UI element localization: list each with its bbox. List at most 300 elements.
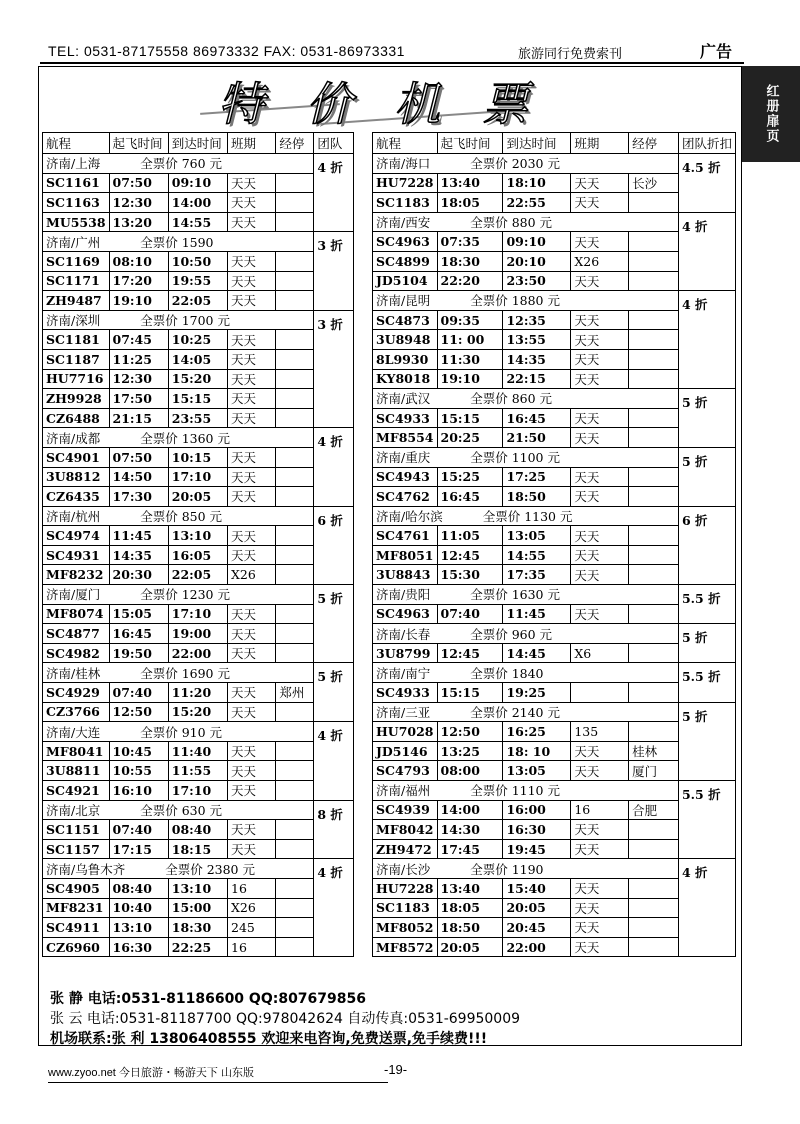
page-title [200, 66, 600, 132]
flight-table-right [372, 132, 736, 957]
stopover [629, 369, 679, 389]
stopover [276, 193, 314, 213]
schedule: 天天 [228, 408, 276, 428]
full-fare: 全票价 860 元 [470, 391, 553, 407]
departure-time: 11:45 [109, 526, 168, 546]
group-discount: 6 折 [314, 506, 354, 584]
header-bar [48, 43, 738, 63]
departure-time: 17:45 [437, 839, 503, 859]
departure-time: 14:50 [109, 467, 168, 487]
stopover [629, 408, 679, 428]
departure-time: 12:45 [437, 545, 503, 565]
stopover: 桂林 [629, 741, 679, 761]
arrival-time: 22:05 [168, 291, 227, 311]
stopover [276, 526, 314, 546]
route-name: 济南/乌鲁木齐 [46, 861, 126, 877]
flight-row [43, 487, 354, 507]
flight-number: SC4933 [373, 683, 438, 703]
route-row [373, 663, 736, 683]
flight-number: MF8042 [373, 820, 438, 840]
flight-number: SC4899 [373, 251, 438, 271]
schedule: 天天 [571, 173, 629, 193]
flight-row [43, 369, 354, 389]
flight-number: 3U8799 [373, 643, 438, 663]
schedule: 天天 [228, 820, 276, 840]
route-cell [373, 859, 679, 879]
departure-time: 16:30 [109, 937, 168, 957]
group-discount: 4 折 [678, 212, 735, 290]
arrival-time: 14:05 [168, 349, 227, 369]
route-row [373, 781, 736, 801]
route-cell [43, 722, 314, 742]
route-cell [43, 585, 314, 605]
stopover [276, 447, 314, 467]
route-row [43, 506, 354, 526]
departure-time: 11: 00 [437, 330, 503, 350]
route-name: 济南/桂林 [46, 665, 101, 681]
flight-number: MU5538 [43, 212, 110, 232]
stopover [629, 467, 679, 487]
footer-site: www.zyoo.net 今日旅游・畅游天下 山东版 [48, 1064, 388, 1083]
arrival-time: 14:35 [503, 349, 571, 369]
full-fare: 全票价 850 元 [140, 508, 223, 524]
stopover [629, 643, 679, 663]
departure-time: 08:10 [109, 251, 168, 271]
arrival-time: 08:40 [168, 820, 227, 840]
flight-number: SC4974 [43, 526, 110, 546]
stopover [276, 643, 314, 663]
route-cell [373, 506, 679, 526]
contact-line-1: 张 静 电话:0531-81186600 QQ:807679856 [50, 991, 366, 1007]
flight-number: 3U8948 [373, 330, 438, 350]
column-header: 班期 [571, 133, 629, 154]
arrival-time: 13:10 [168, 878, 227, 898]
schedule: 天天 [228, 447, 276, 467]
full-fare: 全票价 1690 元 [140, 665, 230, 681]
group-discount: 5 折 [678, 389, 735, 448]
schedule: 天天 [228, 271, 276, 291]
schedule: 天天 [571, 545, 629, 565]
schedule: 天天 [571, 467, 629, 487]
full-fare: 全票价 2380 元 [165, 861, 255, 877]
departure-time: 13:20 [109, 212, 168, 232]
schedule: 天天 [571, 565, 629, 585]
stopover [276, 898, 314, 918]
flight-row [43, 918, 354, 938]
schedule: 天天 [571, 408, 629, 428]
full-fare: 全票价 1630 元 [470, 587, 560, 603]
departure-time: 21:15 [109, 408, 168, 428]
route-cell [43, 859, 314, 879]
flight-row [43, 624, 354, 644]
full-fare: 全票价 960 元 [470, 626, 553, 642]
stopover [276, 820, 314, 840]
table-header [43, 133, 354, 154]
group-discount: 5 折 [678, 624, 735, 663]
stopover [276, 702, 314, 722]
stopover [629, 330, 679, 350]
flight-number: SC4929 [43, 683, 110, 703]
full-fare: 全票价 1190 [470, 861, 544, 877]
flight-row [43, 291, 354, 311]
departure-time: 13:10 [109, 918, 168, 938]
flight-number: SC4921 [43, 781, 110, 801]
group-discount: 4 折 [678, 291, 735, 389]
stopover [629, 918, 679, 938]
arrival-time: 23:55 [168, 408, 227, 428]
stopover [276, 839, 314, 859]
stopover [276, 781, 314, 801]
stopover [629, 937, 679, 957]
route-name: 济南/大连 [46, 724, 101, 740]
flight-number: SC4905 [43, 878, 110, 898]
schedule: 天天 [228, 487, 276, 507]
arrival-time: 20:05 [168, 487, 227, 507]
route-name: 济南/三亚 [376, 704, 431, 720]
departure-time: 16:10 [109, 781, 168, 801]
stopover [276, 467, 314, 487]
flight-row [43, 526, 354, 546]
flight-row [43, 937, 354, 957]
departure-time: 12:50 [109, 702, 168, 722]
departure-time: 13:25 [437, 741, 503, 761]
stopover [629, 545, 679, 565]
flight-number: MF8051 [373, 545, 438, 565]
arrival-time: 18: 10 [503, 741, 571, 761]
route-cell [43, 663, 314, 683]
side-tab: 红册扉页 [742, 66, 800, 162]
departure-time: 19:10 [109, 291, 168, 311]
ad-label: 广告 [700, 42, 733, 61]
schedule: 16 [228, 937, 276, 957]
schedule: X6 [571, 643, 629, 663]
flight-number: JD5146 [373, 741, 438, 761]
departure-time: 07:40 [109, 683, 168, 703]
arrival-time: 19:55 [168, 271, 227, 291]
schedule: 天天 [228, 761, 276, 781]
route-name: 济南/长沙 [376, 861, 431, 877]
group-discount: 6 折 [678, 506, 735, 584]
route-cell [373, 154, 679, 174]
page-number: -19- [384, 1062, 408, 1077]
full-fare: 全票价 1100 元 [470, 450, 560, 466]
schedule: 天天 [571, 330, 629, 350]
flight-number: 3U8811 [43, 761, 110, 781]
group-discount: 4.5 折 [678, 154, 735, 213]
schedule: 天天 [571, 271, 629, 291]
stopover [276, 291, 314, 311]
departure-time: 07:50 [109, 447, 168, 467]
departure-time: 09:35 [437, 310, 503, 330]
column-header: 航程 [43, 133, 110, 154]
arrival-time: 16:05 [168, 545, 227, 565]
stopover [629, 898, 679, 918]
schedule: 天天 [571, 820, 629, 840]
schedule: 天天 [571, 526, 629, 546]
departure-time: 10:40 [109, 898, 168, 918]
arrival-time: 10:15 [168, 447, 227, 467]
stopover [629, 526, 679, 546]
arrival-time: 22:05 [168, 565, 227, 585]
arrival-time: 13:55 [503, 330, 571, 350]
group-discount: 8 折 [314, 800, 354, 859]
departure-time: 18:05 [437, 898, 503, 918]
route-row [43, 154, 354, 174]
stopover [276, 545, 314, 565]
route-name: 济南/南宁 [376, 665, 431, 681]
stopover [629, 722, 679, 742]
arrival-time: 15:00 [168, 898, 227, 918]
departure-time: 15:25 [437, 467, 503, 487]
flight-row [43, 781, 354, 801]
flight-number: SC4793 [373, 761, 438, 781]
flight-row [43, 408, 354, 428]
schedule: X26 [228, 898, 276, 918]
route-row [373, 291, 736, 311]
flight-number: MF8052 [373, 918, 438, 938]
arrival-time: 18:15 [168, 839, 227, 859]
route-name: 济南/重庆 [376, 450, 431, 466]
schedule: 天天 [228, 467, 276, 487]
departure-time: 08:40 [109, 878, 168, 898]
departure-time: 12:30 [109, 193, 168, 213]
flight-number: CZ6435 [43, 487, 110, 507]
flight-number: SC1187 [43, 349, 110, 369]
full-fare: 全票价 910 元 [140, 724, 223, 740]
column-header: 起飞时间 [437, 133, 503, 154]
flight-number: SC1183 [373, 193, 438, 213]
flight-row [43, 761, 354, 781]
flight-number: ZH9472 [373, 839, 438, 859]
flight-number: SC4982 [43, 643, 110, 663]
arrival-time: 18:50 [503, 487, 571, 507]
stopover [276, 271, 314, 291]
flight-row [43, 447, 354, 467]
flight-number: SC1157 [43, 839, 110, 859]
group-discount: 4 折 [314, 154, 354, 232]
stopover: 合肥 [629, 800, 679, 820]
contact-line-3: 机场联系:张 利 13806408555 欢迎来电咨询,免费送票,免手续费!!! [50, 1031, 488, 1047]
route-row [373, 585, 736, 605]
flight-row [43, 173, 354, 193]
contact-line-2: 张 云 电话:0531-81187700 QQ:978042624 自动传真:0531-69950009 [50, 1011, 521, 1027]
departure-time: 10:45 [109, 741, 168, 761]
arrival-time: 14:00 [168, 193, 227, 213]
schedule: 天天 [571, 369, 629, 389]
departure-time: 11:30 [437, 349, 503, 369]
arrival-time: 23:50 [503, 271, 571, 291]
schedule: 天天 [228, 212, 276, 232]
flight-number: CZ6960 [43, 937, 110, 957]
flight-number: SC1151 [43, 820, 110, 840]
route-cell [373, 212, 679, 232]
arrival-time: 15:20 [168, 369, 227, 389]
stopover [629, 487, 679, 507]
group-discount: 5.5 折 [678, 585, 735, 624]
route-name: 济南/成都 [46, 430, 101, 446]
flight-number: ZH9487 [43, 291, 110, 311]
arrival-time: 16:00 [503, 800, 571, 820]
route-name: 济南/武汉 [376, 391, 431, 407]
schedule: 天天 [571, 487, 629, 507]
departure-time: 18:50 [437, 918, 503, 938]
stopover [276, 330, 314, 350]
departure-time: 15:15 [437, 408, 503, 428]
group-discount: 5 折 [678, 702, 735, 780]
departure-time: 07:40 [109, 820, 168, 840]
full-fare: 全票价 2140 元 [470, 704, 560, 720]
route-name: 济南/杭州 [46, 508, 101, 524]
schedule: 天天 [228, 643, 276, 663]
stopover [629, 820, 679, 840]
flight-number: SC4877 [43, 624, 110, 644]
tagline: 旅游同行免费索刊 [518, 46, 623, 61]
arrival-time: 17:10 [168, 467, 227, 487]
flight-row [43, 683, 354, 703]
flight-row [43, 643, 354, 663]
departure-time: 16:45 [437, 487, 503, 507]
flight-number: HU7228 [373, 173, 438, 193]
flight-row [43, 820, 354, 840]
arrival-time: 18:10 [503, 173, 571, 193]
schedule: 天天 [228, 193, 276, 213]
flight-number: SC4901 [43, 447, 110, 467]
arrival-time: 16:25 [503, 722, 571, 742]
flight-number: SC1169 [43, 251, 110, 271]
flight-number: MF8572 [373, 937, 438, 957]
stopover [629, 428, 679, 448]
arrival-time: 17:25 [503, 467, 571, 487]
schedule: 天天 [228, 683, 276, 703]
route-cell [43, 310, 314, 330]
route-row [43, 722, 354, 742]
arrival-time: 22:00 [503, 937, 571, 957]
schedule: 天天 [228, 291, 276, 311]
column-header: 经停 [276, 133, 314, 154]
stopover [276, 369, 314, 389]
route-cell [43, 428, 314, 448]
flight-number: MF8041 [43, 741, 110, 761]
group-discount: 5 折 [314, 585, 354, 663]
stopover [276, 937, 314, 957]
arrival-time: 19:45 [503, 839, 571, 859]
flight-number: 3U8812 [43, 467, 110, 487]
schedule: 天天 [228, 741, 276, 761]
route-row [43, 663, 354, 683]
route-row [373, 154, 736, 174]
schedule: 245 [228, 918, 276, 938]
group-discount: 3 折 [314, 232, 354, 310]
arrival-time: 10:25 [168, 330, 227, 350]
schedule: X26 [228, 565, 276, 585]
route-row [43, 310, 354, 330]
arrival-time: 14:55 [503, 545, 571, 565]
column-header: 团队 [314, 133, 354, 154]
full-fare: 全票价 1230 元 [140, 587, 230, 603]
full-fare: 全票价 1880 元 [470, 293, 560, 309]
flight-row [43, 604, 354, 624]
full-fare: 全票价 2030 元 [470, 156, 560, 172]
arrival-time: 18:30 [168, 918, 227, 938]
column-header: 到达时间 [168, 133, 227, 154]
schedule: 天天 [228, 526, 276, 546]
departure-time: 10:55 [109, 761, 168, 781]
schedule: 天天 [228, 702, 276, 722]
schedule: 天天 [571, 918, 629, 938]
departure-time: 14:35 [109, 545, 168, 565]
arrival-time: 15:20 [168, 702, 227, 722]
departure-time: 22:20 [437, 271, 503, 291]
arrival-time: 13:05 [503, 761, 571, 781]
flight-row [43, 193, 354, 213]
schedule [571, 683, 629, 703]
stopover [276, 349, 314, 369]
departure-time: 20:05 [437, 937, 503, 957]
departure-time: 17:15 [109, 839, 168, 859]
route-cell [373, 624, 679, 644]
flight-row [43, 839, 354, 859]
departure-time: 19:50 [109, 643, 168, 663]
stopover [276, 173, 314, 193]
schedule: 天天 [228, 251, 276, 271]
arrival-time: 13:10 [168, 526, 227, 546]
flight-row [43, 330, 354, 350]
flight-number: MF8232 [43, 565, 110, 585]
flight-row [43, 565, 354, 585]
route-name: 济南/海口 [376, 156, 431, 172]
flight-number: SC4939 [373, 800, 438, 820]
route-cell [373, 702, 679, 722]
stopover [629, 232, 679, 252]
schedule: 天天 [228, 389, 276, 409]
group-discount: 4 折 [314, 722, 354, 800]
full-fare: 全票价 1130 元 [482, 508, 573, 524]
flight-number: CZ6488 [43, 408, 110, 428]
schedule: 天天 [571, 839, 629, 859]
route-row [373, 859, 736, 879]
header-divider [40, 62, 744, 64]
departure-time: 07:45 [109, 330, 168, 350]
schedule: 天天 [571, 898, 629, 918]
route-name: 济南/昆明 [376, 293, 431, 309]
column-header: 航程 [373, 133, 438, 154]
flight-number: SC4943 [373, 467, 438, 487]
stopover [276, 212, 314, 232]
schedule: 天天 [228, 781, 276, 801]
full-fare: 全票价 1840 [470, 665, 544, 681]
arrival-time: 15:15 [168, 389, 227, 409]
arrival-time: 11:45 [503, 604, 571, 624]
schedule: 天天 [571, 310, 629, 330]
title-text: 特价机票 [218, 77, 570, 131]
route-row [43, 800, 354, 820]
flight-number: KY8018 [373, 369, 438, 389]
route-cell [373, 781, 679, 801]
full-fare: 全票价 760 元 [140, 156, 223, 172]
column-header: 团队折扣 [678, 133, 735, 154]
departure-time: 19:10 [437, 369, 503, 389]
flight-number: SC4761 [373, 526, 438, 546]
tel-fax-line: TEL: 0531-87175558 86973332 FAX: 0531-86973331 [48, 43, 405, 59]
departure-time: 07:50 [109, 173, 168, 193]
schedule: 天天 [228, 839, 276, 859]
flight-number: 8L9930 [373, 349, 438, 369]
departure-time: 15:30 [437, 565, 503, 585]
schedule: 天天 [228, 624, 276, 644]
group-discount: 5 折 [678, 447, 735, 506]
full-fare: 全票价 1360 元 [140, 430, 230, 446]
arrival-time: 10:50 [168, 251, 227, 271]
